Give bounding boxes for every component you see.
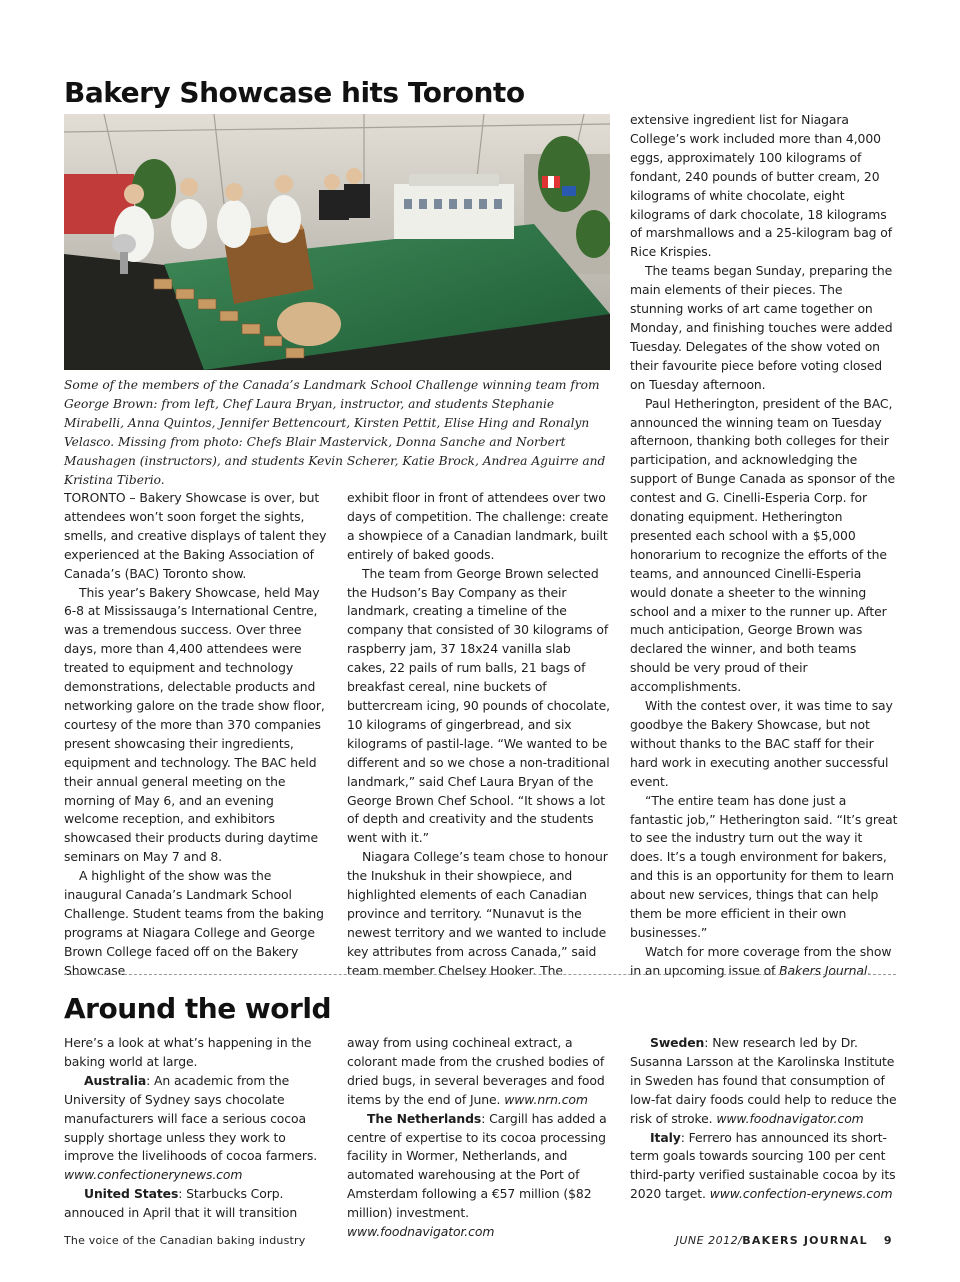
source-link: www.foodnavigator.com — [716, 1110, 864, 1126]
paragraph: “The entire team has done just a fantastic job,” Hetherington said. “It’s great to see the industry turn out the way it does. It’s a tough environment for bakers, and this is an opportunity for them to learn about new services, things that can help them be more efficient in their own businesses.” — [630, 792, 898, 940]
article-headline: Bakery Showcase hits Toronto — [64, 76, 525, 109]
news-column-1 — [64, 1034, 332, 1223]
news-column-2 — [347, 1034, 613, 1242]
paragraph: exhibit floor in front of attendees over two days of competition. The challenge: create a showpiece of a Canadian landmark, built entirely of baked goods. — [347, 490, 609, 562]
photo-caption: Some of the members of the Canada’s Landmark School Challenge winning team from George Brown: from left, Chef Laura Bryan, instructor, and students Stephanie Mirabelli, Anna Quintos, Jennifer Bettencourt, Kirsten Pettit, Elise Hing and Ronalyn Velasco. Missing from photo: Chefs Blair Mastervick, Donna Sanche and Norbert Maushagen (instructors), and students Kevin Scherer, Katie Brock, Andrea Aguirre and Kristina Tiberio. — [64, 378, 606, 487]
footer-tagline: The voice of the Canadian baking industry — [64, 1234, 306, 1247]
source-link: www.confection-erynews.com — [709, 1186, 893, 1202]
magazine-name: Bakers Journal. — [779, 962, 872, 978]
section-divider — [64, 974, 896, 975]
news-item-italy — [630, 1129, 898, 1205]
paragraph: Paul Hetherington, president of the BAC, announced the winning team on Tuesday afternoon, thanking both colleges for their participation, and acknowledging the support of Bunge Canada as sponsor of the contest and G. Cinelli-Esperia Corp. for donating equipment. Hetherington presented each school with a $5,000 honorarium to recognize the efforts of the teams, and announced Cinelli-Esperia would donate a sheeter to the winning school and a mixer to the runner up. After much anticipation, George Brown was declared the winner, and both teams should be very proud of their accomplishments. — [630, 395, 896, 695]
news-item-united-states-cont — [347, 1034, 613, 1110]
paragraph: This year’s Bakery Showcase, held May 6-8 at Mississauga’s International Centre, was a tremendous success. Over three days, more than 4,400 attendees were treated to equipment and technology demonstrations, delectable products and networking galore on the trade show floor, courtesy of the more than 370 companies present showcasing their ingredients, equipment and technology. The BAC held their annual general meeting on the morning of May 6, and an evening welcome reception, and exhibitors showcased their products during daytime seminars on May 7 and 8. — [64, 584, 325, 865]
country-label: United States — [84, 1186, 179, 1202]
news-column-3 — [630, 1034, 898, 1204]
intro-paragraph: Here’s a look at what’s happening in the baking world at large. — [64, 1035, 312, 1069]
team-photo — [64, 114, 610, 370]
news-item-united-states — [64, 1185, 332, 1223]
paragraph: With the contest over, it was time to say goodbye the Bakery Showcase, but not without thanks to the BAC staff for their hard work in executing another successful event. — [630, 698, 893, 789]
source-link: www.confectionerynews.com — [64, 1167, 243, 1183]
paragraph: A highlight of the show was the inaugural Canada’s Landmark School Challenge. Student teams from the baking programs at Niagara College and George Brown College faced off on the Bakery Showcase — [64, 868, 324, 978]
news-text: : Starbucks Corp. annouced in April that it will transition — [64, 1186, 298, 1221]
news-text: : Ferrero has announced its short-term goals towards sourcing 100 per cent third-party verified sustainable cocoa by its 2020 target. — [630, 1129, 896, 1202]
paragraph: TORONTO – Bakery Showcase is over, but attendees won’t soon forget the sights, smells, and creative displays of talent they experienced at the Baking Association of Canada’s (BAC) Toronto show. — [64, 490, 327, 581]
news-text: away from using cochineal extract, a colorant made from the crushed bodies of dried bugs, in several beverages and food items by the end of June. — [347, 1035, 605, 1107]
paragraph: Niagara College’s team chose to honour the Inukshuk in their showpiece, and highlighted elements of each Canadian province and territory. “Nunavut is the newest territory and we wanted to include key attributes from across Canada,” said team member Chelsey Hooker. The — [347, 849, 608, 978]
news-text: : New research led by Dr. Susanna Larsson at the Karolinska Institute in Sweden has found that consumption of low-fat dairy foods could help to reduce the risk of stroke. — [630, 1035, 897, 1126]
magazine-title: BAKERS JOURNAL — [742, 1234, 868, 1247]
article-column-2 — [347, 489, 613, 981]
news-item-australia — [64, 1072, 332, 1185]
news-text: : Cargill has added a centre of expertise to its cocoa processing facility in Wormer, Netherlands, and automated warehousing at the Port of Amsterdam following a €57 million ($82 million) investment. — [347, 1110, 607, 1221]
team-photo-illustration — [64, 114, 610, 370]
paragraph — [630, 943, 898, 981]
section-headline: Around the world — [64, 992, 331, 1025]
news-item-sweden — [630, 1034, 898, 1129]
page-number: 9 — [883, 1234, 892, 1247]
footer-folio — [676, 1234, 892, 1247]
paragraph: The teams began Sunday, preparing the main elements of their pieces. The stunning works of art came together on Monday, and finishing touches were added Tuesday. Delegates of the show voted on their favourite piece before voting closed on Tuesday afternoon. — [630, 263, 893, 392]
paragraph: The team from George Brown selected the Hudson’s Bay Company as their landmark, creating a timeline of the company that consisted of 30 kilograms of raspberry jam, 37 18x24 vanilla slab cakes, 22 pails of rum balls, 21 bags of breakfast cereal, nine buckets of buttercream icing, 90 pounds of chocolate, 10 kilograms of gingerbread, and six kilograms of pastil-lage. “We wanted to be different and so we chose a non-traditional landmark,” said Chef Laura Bryan of the George Brown Chef School. “It shows a lot of depth and creativity and the students went with it.” — [347, 565, 610, 846]
source-link: www.foodnavigator.com — [347, 1224, 495, 1240]
issue-date: JUNE 2012/ — [675, 1234, 743, 1247]
news-text: : An academic from the University of Sydney says chocolate manufacturers will face a serious cocoa supply shortage unless they work to improve the livelihoods of cocoa farmers. — [64, 1072, 318, 1164]
country-label: Italy — [650, 1129, 681, 1145]
paragraph: extensive ingredient list for Niagara College’s work included more than 4,000 eggs, approximately 100 kilograms of fondant, 240 pounds of butter cream, 20 kilograms of white chocolate, eight kilograms of dark chocolate, 18 kilograms of marshmallows and a 25-kilogram bag of Rice Krispies. — [630, 112, 893, 260]
article-column-3 — [630, 111, 898, 981]
news-item-netherlands — [347, 1110, 613, 1242]
paragraph-text: Watch for more coverage from the show in an upcoming issue of — [630, 943, 892, 978]
article-column-1 — [64, 489, 332, 981]
country-label: Australia — [84, 1072, 147, 1088]
country-label: Sweden — [650, 1035, 705, 1050]
country-label: The Netherlands — [367, 1110, 482, 1126]
source-link: www.nrn.com — [504, 1091, 588, 1107]
